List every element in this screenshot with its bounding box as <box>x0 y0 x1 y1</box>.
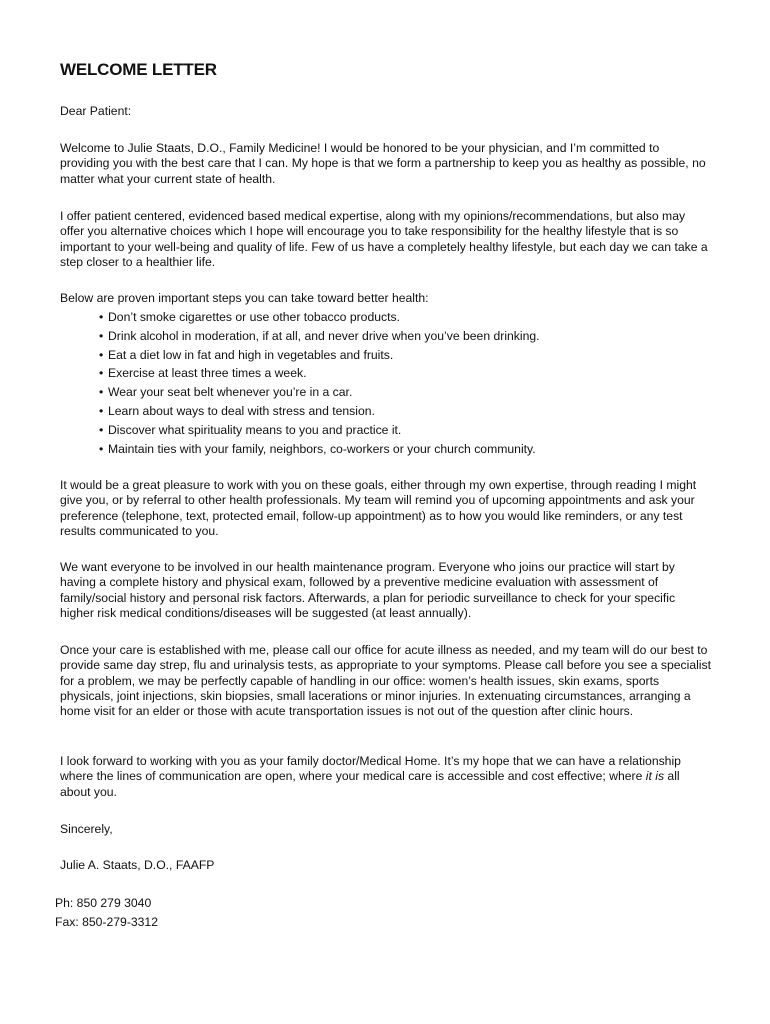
health-steps-list <box>99 308 540 458</box>
paragraph-closing-emphasis: it is <box>645 769 665 784</box>
paragraph-health-maintenance: We want everyone to be involved in our health maintenance program. Everyone who joins our practice will start by having a complete history and physical exam, followed by a preventive medicine evaluation with assessment of family/social history and personal risk factors. Afterwards, a plan for periodic surveillance to check for your specific higher risk medical conditions/diseases will be suggested (at least annually). <box>60 560 676 620</box>
bullet-icon: • <box>99 366 104 381</box>
step-text: Drink alcohol in moderation, if at all, and never drive when you’ve been drinking. <box>108 328 540 343</box>
step-text: Don’t smoke cigarettes or use other tobacco products. <box>108 310 400 324</box>
bullet-icon: • <box>99 347 104 362</box>
closing: Sincerely, <box>60 822 113 836</box>
list-item <box>99 346 540 365</box>
bullet-icon: • <box>99 441 104 456</box>
list-item <box>99 402 540 421</box>
paragraph-closing-remarks <box>60 754 712 800</box>
list-item <box>99 383 540 402</box>
paragraph-closing-end: all about you. <box>60 769 680 799</box>
bullet-icon: • <box>99 328 104 343</box>
bullet-icon: • <box>99 403 104 418</box>
fax-number: Fax: 850-279-3312 <box>55 915 158 929</box>
step-text: Wear your seat belt whenever you’re in a car. <box>108 385 353 400</box>
list-item <box>99 308 540 327</box>
list-item <box>99 327 540 346</box>
phone-number: Ph: 850 279 3040 <box>55 896 152 910</box>
salutation: Dear Patient: <box>60 104 132 118</box>
step-text: Discover what spirituality means to you and practice it. <box>108 422 402 437</box>
signature: Julie A. Staats, D.O., FAAFP <box>60 858 215 872</box>
letter-title: WELCOME LETTER <box>60 60 217 79</box>
bullet-icon: • <box>99 385 104 400</box>
paragraph-welcome: Welcome to Julie Staats, D.O., Family Medicine! I would be honored to be your physician, and I’m committed to providing you with the best care that I can. My hope is that we form a partnership to keep you as healthy as possible, no matter what your current state of health. <box>60 141 706 186</box>
list-item <box>99 364 540 383</box>
list-item <box>99 421 540 440</box>
bullet-icon: • <box>99 422 104 437</box>
paragraph-goals: It would be a great pleasure to work with you on these goals, either through my own expertise, through reading I might give you, or by referral to other health professionals. My team will remind you of upcoming appointments and ask your preference (telephone, text, protected email, follow-up appointment) as to how you would like reminders, or any test results communicated to you. <box>60 478 697 538</box>
paragraph-office-care: Once your care is established with me, please call our office for acute illness as needed, and my team will do our best to provide same day strep, flu and urinalysis tests, as appropriate to your symptoms. Please call before you see a specialist for a problem, we may be perfectly capable of handling in our office: women’s health issues, skin exams, sports physicals, joint injections, skin biopsies, small lacerations or minor injuries. In extenuating circumstances, arranging a home visit for an elder or those with acute transportation issues is not out of the question after clinic hours. <box>60 643 711 719</box>
bullet-icon: • <box>99 310 104 324</box>
paragraph-closing-start: I look forward to working with you as your family doctor/Medical Home. It’s my hope that we can have a relationship where the lines of communication are open, where your medical care is accessible and cost effective; where <box>60 754 681 784</box>
paragraph-patient-centered: I offer patient centered, evidenced based medical expertise, along with my opinions/recommendations, but also may offer you alternative choices which I hope will encourage you to take responsibility for the healthy lifestyle that is so important to your well-being and quality of life. Few of us have a completely healthy lifestyle, but each day we can take a step closer to a healthier life. <box>60 209 708 269</box>
step-text: Exercise at least three times a week. <box>108 366 307 381</box>
step-text: Eat a diet low in fat and high in vegetables and fruits. <box>108 347 394 362</box>
steps-intro: Below are proven important steps you can take toward better health: <box>60 291 429 305</box>
list-item <box>99 440 540 459</box>
step-text: Maintain ties with your family, neighbors, co-workers or your church community. <box>108 441 536 456</box>
step-text: Learn about ways to deal with stress and tension. <box>108 403 375 418</box>
